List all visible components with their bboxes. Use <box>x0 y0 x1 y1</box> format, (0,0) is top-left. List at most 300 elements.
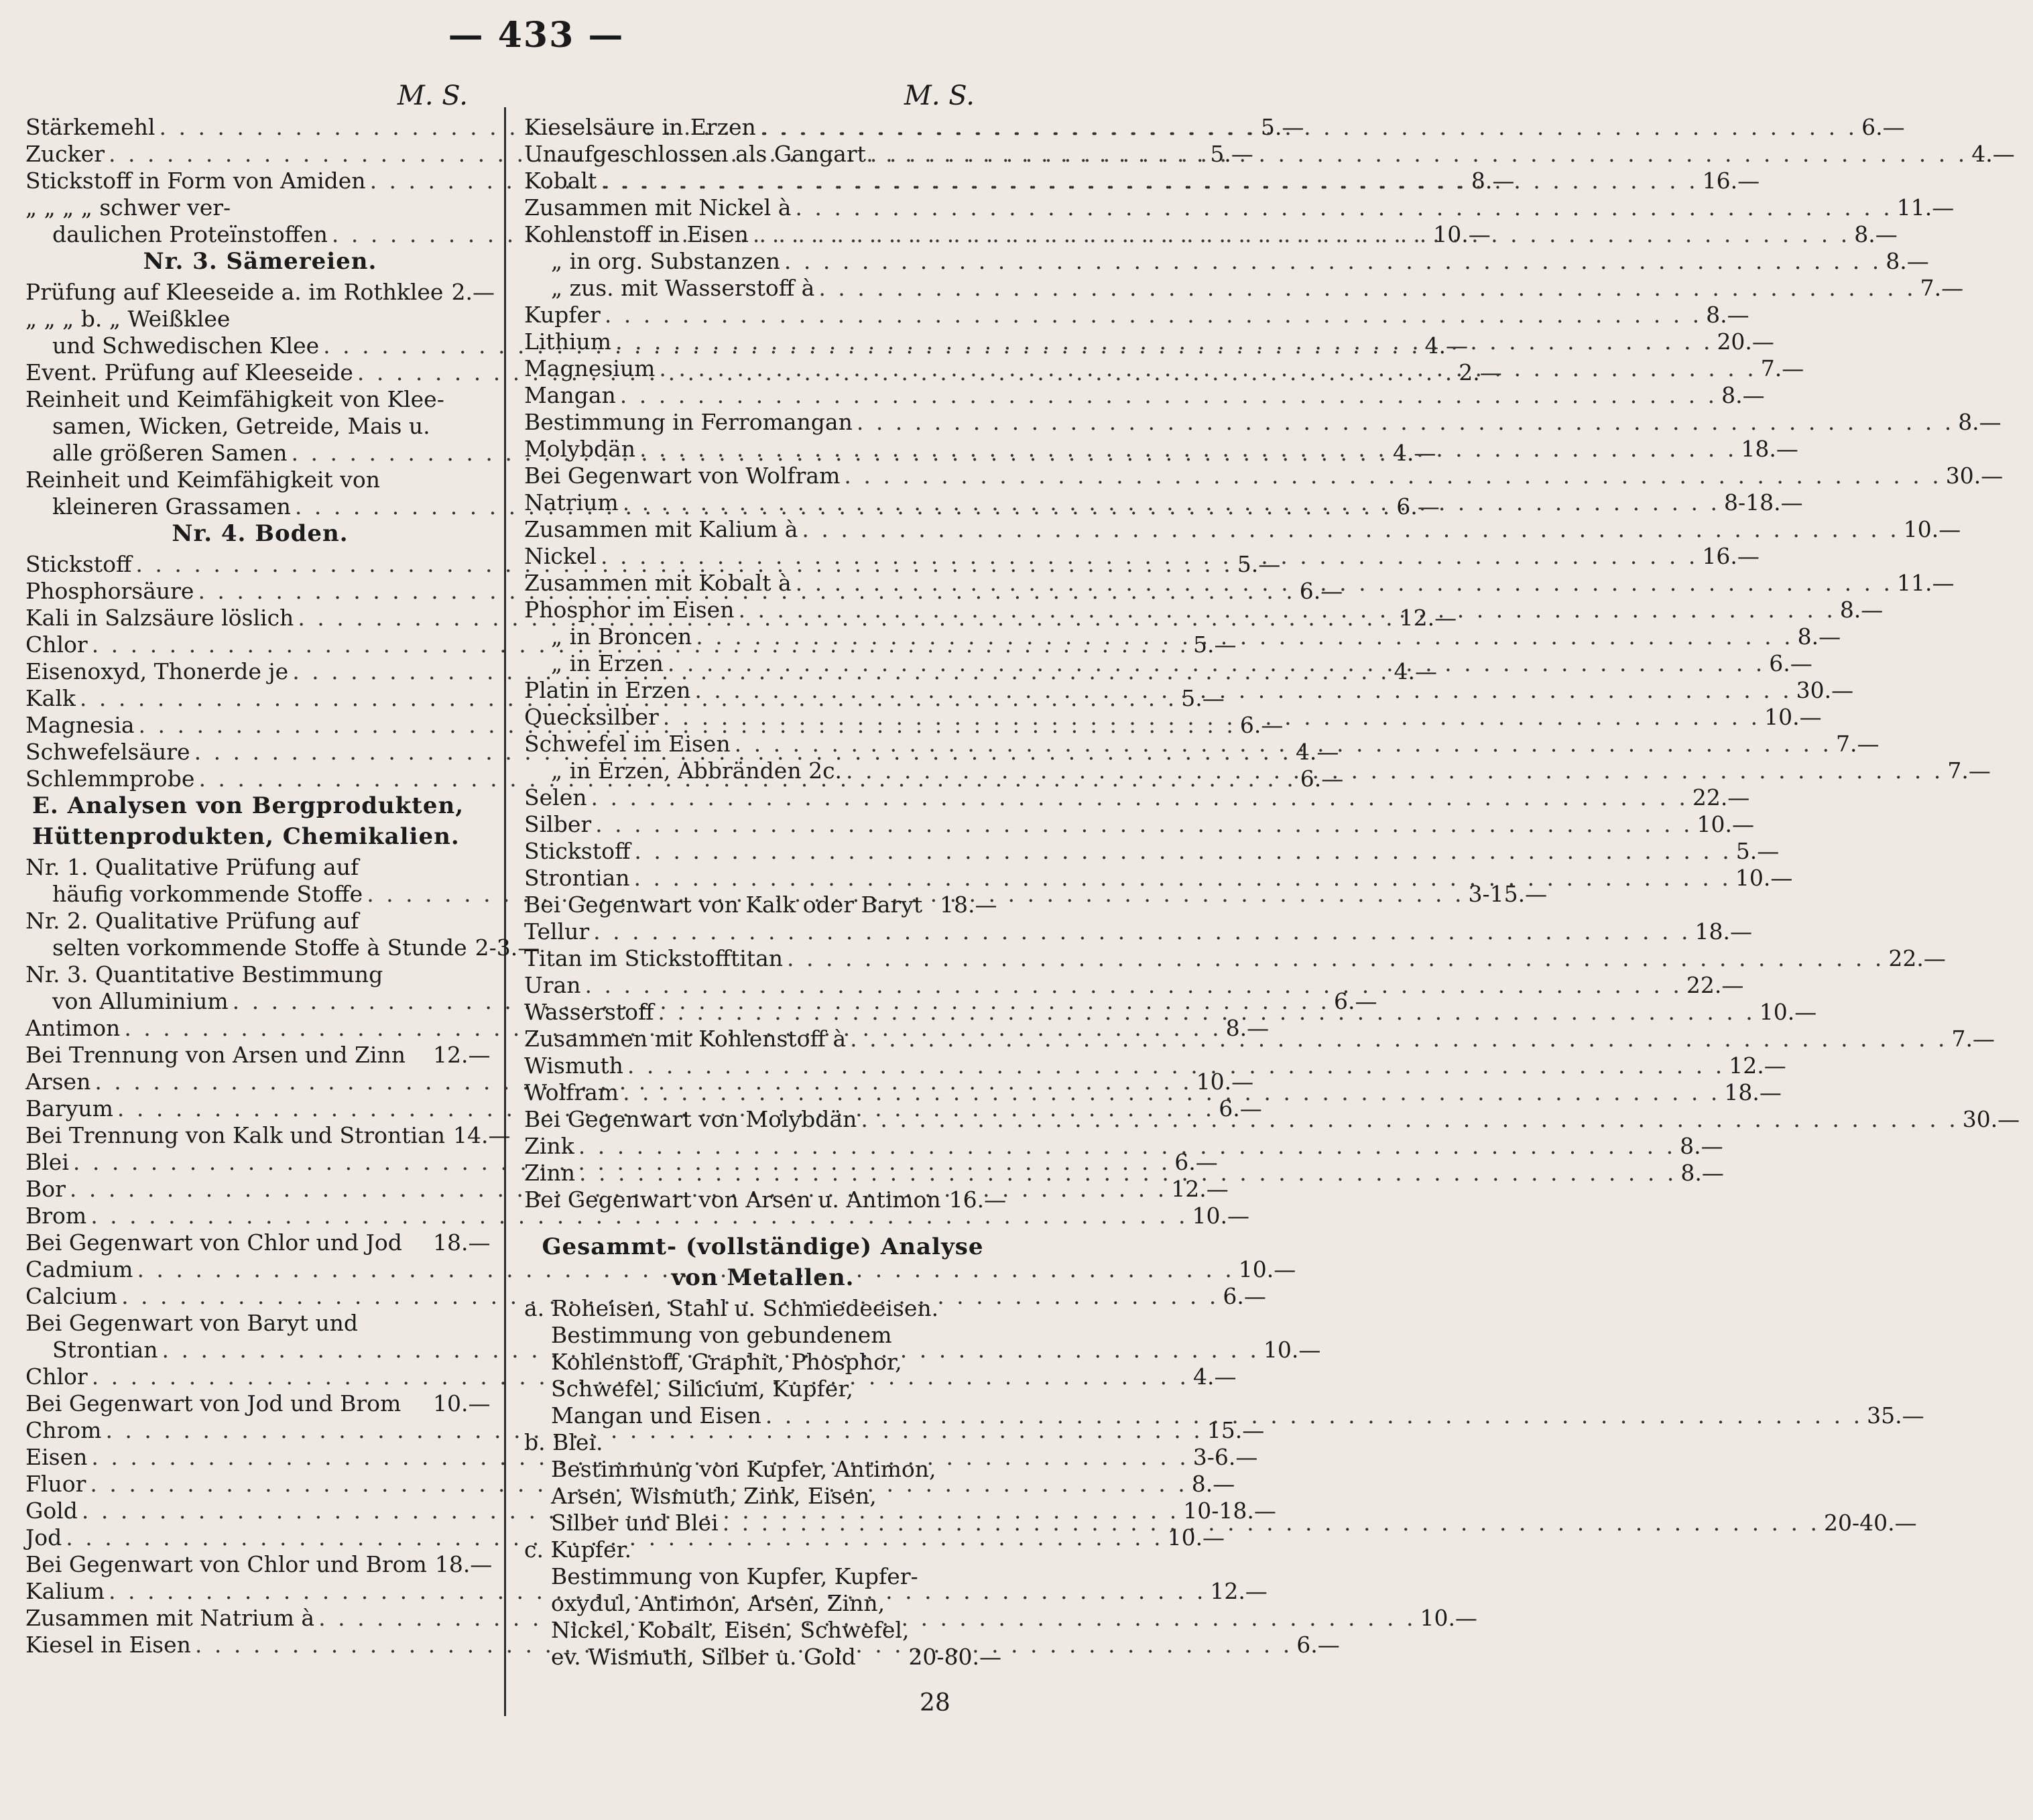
item-price: 4.— <box>1392 440 1436 466</box>
item-label: b. Blei. <box>524 1429 603 1455</box>
item-label: Schwefelsäure <box>25 739 190 765</box>
price-row <box>25 1229 495 1256</box>
item-price: 5.— <box>1735 838 1780 864</box>
item-price: 6.— <box>1223 1283 1266 1309</box>
leader-dots <box>723 1510 1820 1536</box>
item-label: Chlor <box>25 631 88 658</box>
item-label: Bestimmung von Kupfer, Kupfer- <box>551 1563 918 1589</box>
item-price: 6.— <box>1861 114 1905 140</box>
item-price: 8-18.— <box>1724 489 1803 515</box>
leader-dots <box>753 221 1850 248</box>
item-price: 20.— <box>1717 328 1774 355</box>
section-heading: E. Analysen von Bergprodukten, <box>32 792 465 819</box>
item-price: 10.— <box>1192 1203 1250 1229</box>
item-price: 10.— <box>1433 221 1491 247</box>
item-label: Tellur <box>524 918 590 945</box>
item-price: 8.— <box>1191 1471 1235 1497</box>
item-price: 18.— <box>1724 1079 1782 1105</box>
price-row <box>25 413 495 440</box>
item-label: Calcium <box>25 1283 118 1309</box>
price-row <box>524 623 1841 650</box>
item-label: Bei Gegenwart von Chlor und Brom <box>25 1551 427 1577</box>
item-price: 10.— <box>1420 1605 1477 1631</box>
price-row <box>524 1617 1001 1644</box>
price-row <box>524 1376 1001 1402</box>
item-label: Strontian <box>524 865 630 891</box>
item-price: 6.— <box>1219 1095 1262 1121</box>
price-row <box>524 677 1854 704</box>
item-label: Kohlenstoff in Eisen <box>524 221 749 247</box>
item-label: Kalk <box>25 685 76 711</box>
item-label: Bei Trennung von Kalk und Strontian <box>25 1122 446 1148</box>
currency-header-left: M. S. <box>397 80 468 111</box>
item-label: Platin in Erzen <box>524 677 691 703</box>
spacer <box>524 1213 1001 1233</box>
price-row <box>25 854 495 881</box>
price-row <box>524 1563 1001 1590</box>
item-price: 4.— <box>1424 332 1468 359</box>
item-price: 5.— <box>1193 631 1237 658</box>
leader-dots <box>846 757 1943 784</box>
item-price: 6.— <box>1296 1632 1340 1658</box>
price-row <box>524 1590 1001 1617</box>
price-row <box>524 865 1793 892</box>
leader-dots <box>634 838 1731 865</box>
leader-dots <box>760 114 1857 141</box>
price-row <box>524 945 1946 972</box>
item-label: Prüfung auf Kleeseide a. im Rothklee <box>25 279 444 305</box>
item-price: 6.— <box>1299 578 1343 604</box>
item-label: Bei Gegenwart von Wolfram <box>524 463 841 489</box>
price-row <box>524 1429 1001 1456</box>
item-label: Magnesium <box>524 355 656 381</box>
price-row <box>524 248 1929 275</box>
item-price: 4.— <box>1193 1363 1237 1390</box>
item-label: Bei Gegenwart von Chlor und Jod <box>25 1229 402 1256</box>
item-label: Gold <box>25 1498 78 1524</box>
item-label: Zinn <box>524 1160 575 1186</box>
item-label: kleineren Grassamen <box>52 493 291 520</box>
price-row <box>524 355 1804 382</box>
item-label: Fluor <box>25 1471 86 1497</box>
price-row <box>524 1322 1001 1349</box>
item-label: Schwefel, Silicium, Kupfer, <box>551 1376 853 1402</box>
leader-dots <box>818 275 1916 302</box>
item-price: 12.— <box>1729 1052 1786 1079</box>
item-label: Stickstoff in Form von Amiden <box>25 168 366 194</box>
leader-dots <box>738 597 1835 623</box>
item-label: a. Roheisen, Stahl u. Schmiedeeisen. <box>524 1295 939 1321</box>
price-row <box>524 892 1001 918</box>
item-label: Nr. 1. Qualitative Prüfung auf <box>25 854 359 880</box>
item-label: Uran <box>524 972 581 998</box>
price-row <box>524 1349 1001 1376</box>
item-price: 10.— <box>1759 999 1817 1025</box>
item-label: Arsen <box>25 1069 91 1095</box>
item-label: Cadmium <box>25 1256 133 1282</box>
leader-dots <box>623 1079 1720 1106</box>
item-label: Nickel <box>524 543 597 569</box>
item-label: Eisenoxyd, Thonerde je <box>25 658 289 684</box>
leader-dots <box>787 945 1884 972</box>
item-label: selten vorkommende Stoffe à Stunde <box>52 934 467 961</box>
price-row <box>524 409 2001 436</box>
price-row <box>524 382 1765 409</box>
price-row <box>25 1310 495 1337</box>
leader-dots <box>579 1160 1676 1187</box>
item-label: „ in Erzen <box>551 650 664 676</box>
item-label: Bei Gegenwart von Arsen u. Antimon <box>524 1187 941 1213</box>
item-label: Bestimmung in Ferromangan <box>524 409 853 435</box>
item-price: 22.— <box>1686 972 1744 998</box>
leader-dots <box>857 409 1954 436</box>
leader-dots <box>850 1026 1947 1052</box>
item-label: Natrium <box>524 489 619 515</box>
item-price: 7.— <box>1760 355 1804 381</box>
price-row <box>524 704 1822 731</box>
price-row <box>25 961 495 988</box>
item-label: Kalium <box>25 1578 105 1604</box>
section-heading: von Metallen. <box>671 1264 855 1291</box>
item-price: 10.— <box>433 1390 491 1416</box>
item-label: Titan im Stickstofftitan <box>524 945 783 971</box>
item-label: Bor <box>25 1176 66 1202</box>
price-row <box>25 934 540 961</box>
item-price: 10.— <box>1196 1069 1254 1095</box>
item-label: Event. Prüfung auf Kleeseide <box>25 359 353 385</box>
leader-dots <box>595 811 1692 838</box>
leader-dots <box>784 248 1882 275</box>
item-label: Reinheit und Keimfähigkeit von <box>25 467 380 493</box>
price-row <box>524 1052 1786 1079</box>
leader-dots <box>844 463 1941 489</box>
item-label: häufig vorkommende Stoffe <box>52 881 363 907</box>
item-label: Zusammen mit Nickel à <box>524 194 792 221</box>
price-row <box>524 838 1780 865</box>
item-label: „ in Broncen <box>551 623 692 650</box>
item-price: 8.— <box>1839 597 1884 623</box>
item-label: Nr. 2. Qualitative Prüfung auf <box>25 908 359 934</box>
leader-dots <box>668 650 1765 677</box>
item-label: Bestimmung von Kupfer, Antimon, <box>551 1456 936 1482</box>
item-price: 10.— <box>1735 865 1793 891</box>
item-price: 4.— <box>1971 141 2015 167</box>
item-label: „ in org. Substanzen <box>551 248 780 274</box>
item-price: 18.— <box>433 1229 491 1256</box>
price-row <box>524 516 1961 543</box>
item-price: 8.— <box>1854 221 1898 247</box>
leader-dots <box>620 382 1717 409</box>
item-price: 2-3.— <box>475 934 540 961</box>
leader-dots <box>605 302 1702 328</box>
price-row <box>25 1203 1250 1229</box>
item-price: 35.— <box>1867 1402 1924 1429</box>
price-row <box>25 1122 511 1149</box>
item-label: Blei <box>25 1149 69 1175</box>
item-label: Wasserstoff <box>524 999 654 1025</box>
price-row <box>524 141 2015 168</box>
item-price: 4.— <box>1394 658 1438 684</box>
price-row <box>524 463 2004 489</box>
item-price: 10.— <box>1263 1337 1321 1363</box>
item-label: Mangan <box>524 382 616 408</box>
price-row <box>25 1551 495 1578</box>
item-label: Zusammen mit Kobalt à <box>524 570 792 596</box>
item-label: ev. Wismuth, Silber u. Gold <box>551 1644 856 1670</box>
item-price: 12.— <box>433 1042 491 1068</box>
item-label: Stickstoff <box>524 838 631 864</box>
item-label: Stickstoff <box>25 551 132 577</box>
leader-dots <box>795 194 1892 221</box>
item-label: Bei Gegenwart von Kalk oder Baryt <box>524 892 923 918</box>
price-row <box>524 194 1955 221</box>
item-label: und Schwedischen Klee <box>52 332 320 359</box>
item-label: Zusammen mit Natrium à <box>25 1605 315 1631</box>
item-price: 18.— <box>434 1551 493 1577</box>
item-label: Phosphor im Eisen <box>524 597 735 623</box>
item-price: 12.— <box>1399 605 1457 631</box>
item-price: 5.— <box>1237 551 1281 577</box>
item-label: Mangan und Eisen <box>551 1402 761 1429</box>
item-label: c. Kupfer. <box>524 1536 632 1563</box>
item-price: 11.— <box>1897 570 1955 596</box>
leader-dots <box>796 570 1893 597</box>
item-label: Nr. 3. Quantitative Bestimmung <box>25 961 383 987</box>
item-price: 7.— <box>1951 1026 1995 1052</box>
price-row <box>524 168 1760 194</box>
price-row <box>524 436 1798 463</box>
price-row <box>25 279 495 306</box>
price-row <box>25 306 495 332</box>
item-label: Arsen, Wismuth, Zink, Eisen, <box>551 1483 877 1509</box>
price-row <box>524 275 1964 302</box>
item-price: 8.— <box>1958 409 2001 435</box>
item-price: 7.— <box>1920 275 1964 301</box>
item-label: Lithium <box>524 328 612 355</box>
item-label: Bei Trennung von Arsen und Zinn <box>25 1042 406 1068</box>
item-price: 4.— <box>1295 739 1339 765</box>
item-price: 3-6.— <box>1192 1444 1258 1470</box>
item-label: Silber <box>524 811 592 837</box>
item-label: Eisen <box>25 1444 88 1470</box>
item-price: 8.— <box>1680 1160 1724 1186</box>
price-row <box>524 1187 1007 1213</box>
item-price: 6.— <box>1396 493 1440 520</box>
item-price: 6.— <box>1239 712 1284 738</box>
item-label: Antimon <box>25 1015 121 1041</box>
leader-dots <box>802 516 1899 543</box>
price-row <box>25 908 495 934</box>
item-price: 6.— <box>1174 1149 1218 1175</box>
item-label: „ in Erzen, Abbränden 2c. <box>551 757 843 784</box>
item-label: Silber und Blei <box>551 1510 719 1536</box>
leader-dots <box>601 543 1698 570</box>
price-row <box>25 1042 495 1069</box>
item-label: alle größeren Samen <box>52 440 288 466</box>
item-price: 2.— <box>1459 359 1502 385</box>
item-price: 22.— <box>1888 945 1946 971</box>
item-label: Wolfram <box>524 1079 619 1105</box>
price-row <box>524 1483 1001 1510</box>
item-price: 3-15.— <box>1468 881 1548 907</box>
price-row <box>524 757 1991 784</box>
item-label: daulichen Proteïnstoffen <box>52 221 328 247</box>
price-row <box>524 972 1744 999</box>
price-row <box>524 999 1817 1026</box>
price-row <box>524 1644 1001 1671</box>
price-row <box>524 1402 1924 1429</box>
item-label: „ „ „ b. „ Weißklee <box>25 306 231 332</box>
page-number: — 433 — <box>448 15 625 56</box>
item-price: 30.— <box>1962 1106 2020 1132</box>
leader-dots <box>696 623 1793 650</box>
leader-dots <box>735 731 1832 757</box>
item-label: Kohlenstoff, Graphit, Phosphor, <box>551 1349 902 1375</box>
item-label: Reinheit und Keimfähigkeit von Klee- <box>25 386 444 412</box>
item-label: Baryum <box>25 1095 113 1121</box>
section-heading: Nr. 3. Sämereien. <box>143 248 377 275</box>
item-label: Jod <box>25 1524 62 1551</box>
leader-dots <box>615 328 1713 355</box>
leader-dots <box>861 1106 1958 1133</box>
item-label: Bestimmung von gebundenem <box>551 1322 892 1348</box>
leader-dots <box>659 355 1756 382</box>
item-price: 20-40.— <box>1824 1510 1917 1536</box>
item-label: Chrom <box>25 1417 102 1443</box>
price-row <box>524 650 1812 677</box>
item-label: von Alluminium <box>52 988 229 1014</box>
price-row <box>524 543 1760 570</box>
price-row <box>524 570 1955 597</box>
item-label: Kupfer <box>524 302 601 328</box>
item-price: 8.— <box>1721 382 1765 408</box>
leader-dots <box>601 168 1698 194</box>
item-label: Unaufgeschlossen als Gangart <box>524 141 866 167</box>
leader-dots <box>593 918 1690 945</box>
price-row <box>524 1133 1723 1160</box>
item-price: 10.— <box>1238 1256 1296 1282</box>
price-row <box>524 114 1905 141</box>
item-price: 10.— <box>1167 1524 1225 1551</box>
item-price: 22.— <box>1692 784 1750 810</box>
item-label: Zink <box>524 1133 574 1159</box>
item-label: Zusammen mit Kohlenstoff à <box>524 1026 847 1052</box>
item-price: 8.— <box>1706 302 1749 328</box>
item-price: 7.— <box>1947 757 1991 784</box>
item-price: 10.— <box>1697 811 1754 837</box>
currency-header-right: M. S. <box>904 80 975 111</box>
item-price: 15.— <box>1207 1417 1265 1443</box>
section-heading: Hüttenprodukten, Chemikalien. <box>32 823 460 850</box>
item-label: Strontian <box>52 1337 158 1363</box>
price-row <box>25 386 495 413</box>
item-label: Brom <box>25 1203 87 1229</box>
item-price: 8.— <box>1225 1015 1270 1041</box>
item-label: Wismuth <box>524 1052 623 1079</box>
item-price: 18.— <box>1695 918 1752 945</box>
item-price: 6.— <box>1769 650 1812 676</box>
price-row <box>524 1536 1001 1563</box>
item-price: 30.— <box>1796 677 1854 703</box>
leader-dots <box>870 141 1967 168</box>
item-label: Quecksilber <box>524 704 659 730</box>
item-price: 8.— <box>1680 1133 1723 1159</box>
item-price: 18.— <box>1741 436 1798 462</box>
item-label: Bei Gegenwart von Jod und Brom <box>25 1390 402 1416</box>
price-row <box>524 918 1752 945</box>
item-price: 18.— <box>940 892 997 918</box>
leader-dots <box>585 972 1682 999</box>
item-price: 6.— <box>1300 766 1344 792</box>
item-label: Chlor <box>25 1363 88 1390</box>
item-label: Stärkemehl <box>25 114 156 140</box>
item-label: Selen <box>524 784 587 810</box>
price-row <box>524 328 1774 355</box>
leader-dots <box>765 1402 1863 1429</box>
item-label: Zucker <box>25 141 105 167</box>
leader-dots <box>591 784 1688 811</box>
item-price: 12.— <box>1171 1176 1229 1202</box>
signature-mark: 28 <box>920 1689 950 1717</box>
item-label: samen, Wicken, Getreide, Mais u. <box>52 413 430 439</box>
item-price: 8.— <box>1797 623 1841 650</box>
item-price: 10-18.— <box>1183 1498 1276 1524</box>
item-price: 16.— <box>1702 543 1760 569</box>
section-heading: Gesammt- (vollständige) Analyse <box>542 1233 984 1260</box>
item-label: Kiesel in Eisen <box>25 1632 191 1658</box>
leader-dots <box>639 436 1737 463</box>
price-row <box>524 1456 1001 1483</box>
item-price: 5.— <box>1210 141 1253 167</box>
item-label: Bei Gegenwart von Baryt und <box>25 1310 359 1336</box>
item-price: 14.— <box>453 1122 511 1148</box>
item-price: 8.— <box>1886 248 1929 274</box>
item-label: Kali in Salzsäure löslich <box>25 605 294 631</box>
item-label: Molybdän <box>524 436 636 462</box>
price-row <box>524 811 1754 838</box>
item-label: Nickel, Kobalt, Eisen, Schwefel, <box>551 1617 910 1643</box>
item-label: Phosphorsäure <box>25 578 194 604</box>
item-label: Kobalt <box>524 168 597 194</box>
item-price: 5.— <box>1181 685 1225 711</box>
leader-dots <box>623 489 1720 516</box>
item-price: 2.— <box>451 279 495 305</box>
price-row <box>25 1390 495 1417</box>
leader-dots <box>578 1133 1676 1160</box>
item-price: 7.— <box>1835 731 1880 757</box>
item-price: 12.— <box>1210 1578 1268 1604</box>
leader-dots <box>663 704 1760 731</box>
price-row <box>524 1160 1724 1187</box>
leader-dots <box>627 1052 1725 1079</box>
price-row <box>524 1026 1995 1052</box>
item-label: Schwefel im Eisen <box>524 731 731 757</box>
price-row <box>524 302 1749 328</box>
price-row <box>25 467 495 493</box>
item-price: 6.— <box>1334 988 1377 1014</box>
item-label: oxydul, Antimon, Arsen, Zinn, <box>551 1590 885 1616</box>
item-label: Kieselsäure in Erzen <box>524 114 756 140</box>
item-price: 10.— <box>1764 704 1822 730</box>
item-label: „ zus. mit Wasserstoff à <box>551 275 815 301</box>
item-price: 20-80.— <box>908 1644 1001 1670</box>
item-label: Schlemmprobe <box>25 766 195 792</box>
leader-dots <box>658 999 1755 1026</box>
leader-dots <box>694 677 1792 704</box>
item-label: Bei Gegenwart von Molybdän <box>524 1106 857 1132</box>
price-row <box>524 731 1880 757</box>
item-price: 5.— <box>1260 114 1304 140</box>
